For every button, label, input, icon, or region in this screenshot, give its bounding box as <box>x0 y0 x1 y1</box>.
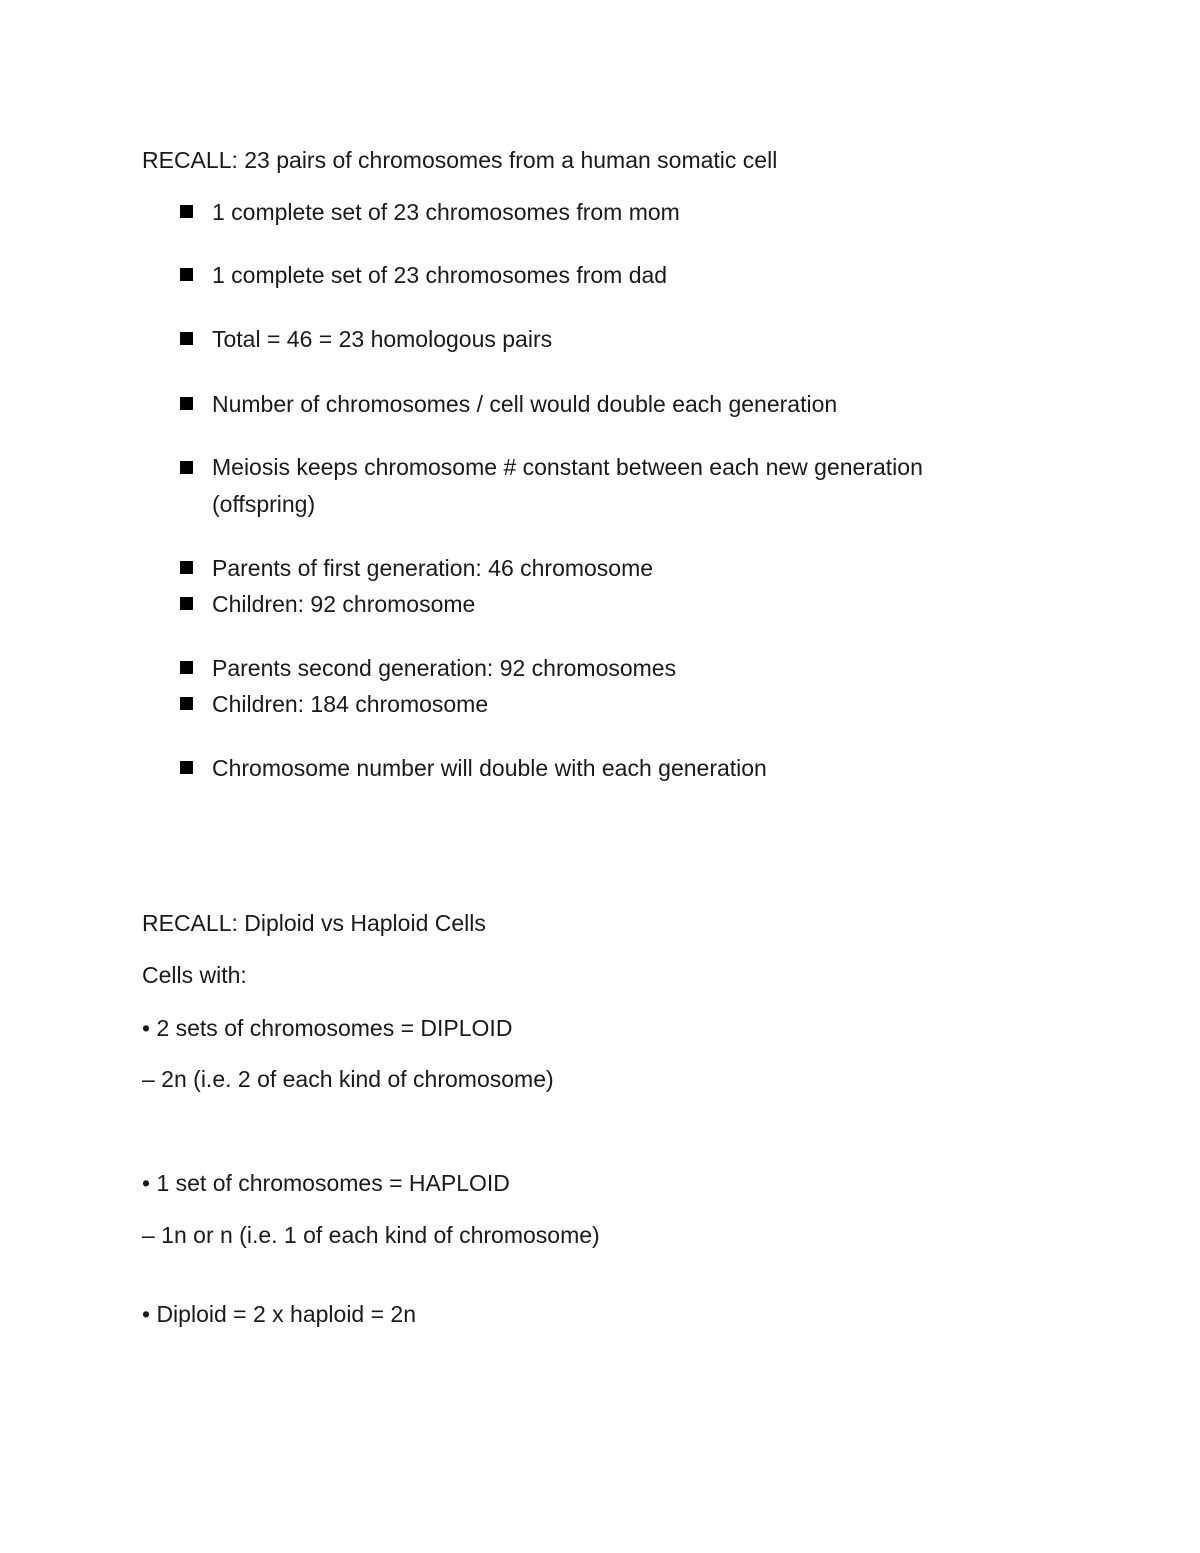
list-item-text: Number of chromosomes / cell would double each generation <box>212 391 838 417</box>
diploid-line: • 2 sets of chromosomes = DIPLOID <box>142 1015 513 1041</box>
list-item-text: Total = 46 = 23 homologous pairs <box>212 326 553 352</box>
list-item-text: Chromosome number will double with each generation <box>212 755 767 781</box>
section2-heading: RECALL: Diploid vs Haploid Cells <box>142 910 486 936</box>
list-item-text: 1 complete set of 23 chromosomes from mom <box>212 199 680 225</box>
square-bullet-icon <box>180 561 193 574</box>
square-bullet-icon <box>180 397 193 410</box>
haploid-line: • 1 set of chromosomes = HAPLOID <box>142 1170 510 1196</box>
square-bullet-icon <box>180 697 193 710</box>
square-bullet-icon <box>180 332 193 345</box>
section1-heading: RECALL: 23 pairs of chromosomes from a human somatic cell <box>142 147 778 173</box>
list-item-text: Children: 92 chromosome <box>212 591 476 617</box>
list-item-text: 1 complete set of 23 chromosomes from dad <box>212 262 668 288</box>
diploid-detail-line: – 2n (i.e. 2 of each kind of chromosome) <box>142 1066 554 1092</box>
square-bullet-icon <box>180 661 193 674</box>
list-item-text: Meiosis keeps chromosome # constant between each new generation (offspring) <box>212 454 923 517</box>
square-bullet-icon <box>180 597 193 610</box>
square-bullet-icon <box>180 205 193 218</box>
list-item-text: Parents second generation: 92 chromosomes <box>212 655 677 681</box>
haploid-detail-line: – 1n or n (i.e. 1 of each kind of chromosome) <box>142 1222 600 1248</box>
diploid-formula-line: • Diploid = 2 x haploid = 2n <box>142 1301 417 1327</box>
square-bullet-icon <box>180 461 193 474</box>
square-bullet-icon <box>180 268 193 281</box>
list-item-text: Parents of first generation: 46 chromosome <box>212 555 654 581</box>
list-item-text: Children: 184 chromosome <box>212 691 489 717</box>
section2-intro: Cells with: <box>142 962 247 988</box>
square-bullet-icon <box>180 761 193 774</box>
